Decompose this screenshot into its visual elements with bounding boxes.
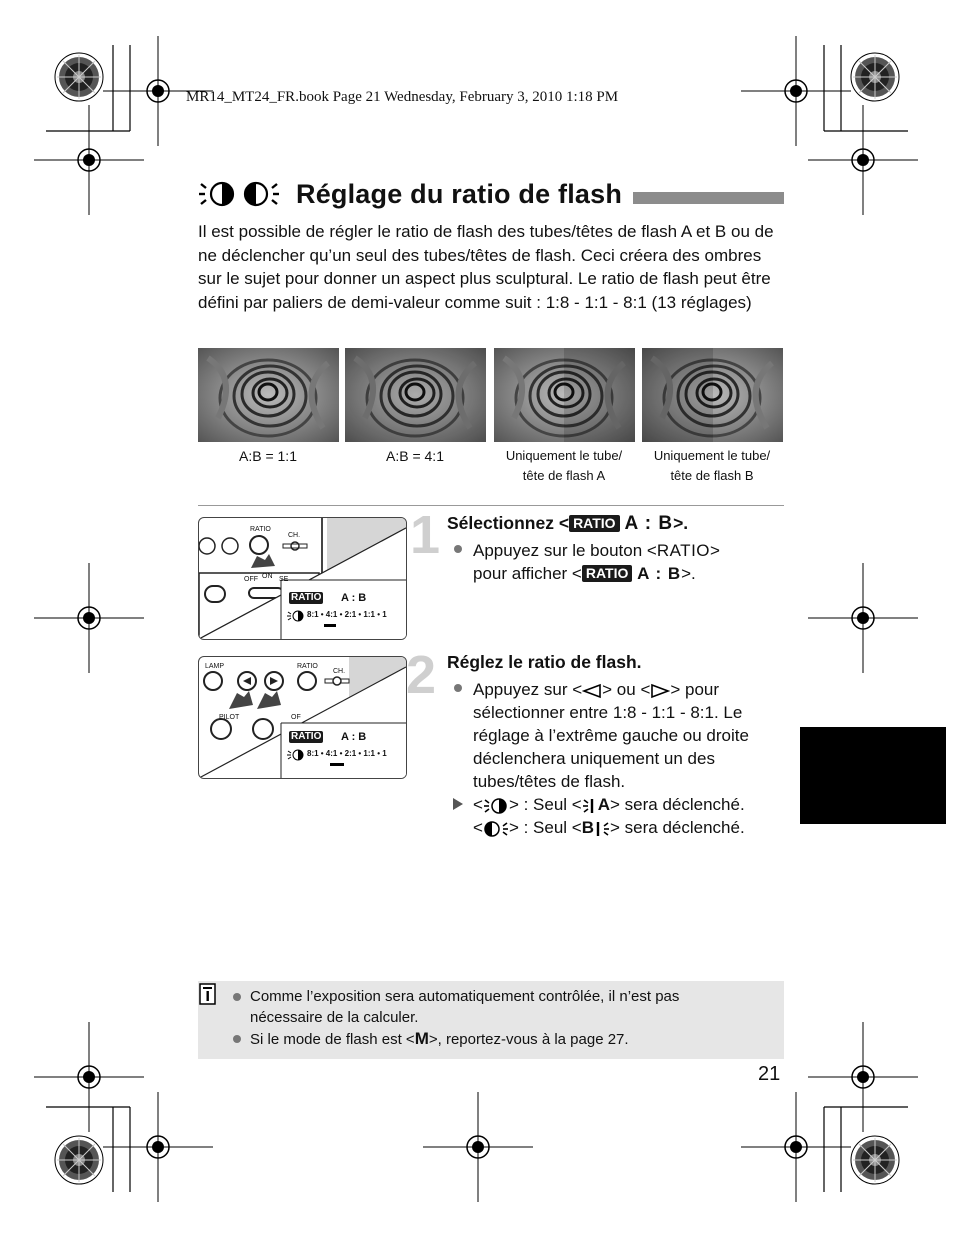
- flash-ratio-icon: [198, 179, 288, 209]
- step-number-2: 2: [406, 645, 437, 705]
- flash-letter-b: B: [581, 818, 594, 837]
- photo-ratio-4-1: [345, 348, 486, 442]
- photo-caption-2: A:B = 4:1: [386, 448, 444, 464]
- diagram2-label-lamp: LAMP: [205, 663, 225, 670]
- diagram1-label-ch: CH.: [288, 532, 301, 539]
- flash-b-icon: [483, 820, 509, 838]
- step2-title: Réglez le ratio de flash.: [447, 652, 642, 672]
- diagram1-label-ratio: RATIO: [250, 526, 271, 533]
- step2-result-line1: [473, 793, 783, 816]
- page-number: 21: [758, 1063, 781, 1085]
- result-arrow-icon: [453, 798, 463, 810]
- diagram2-lcd-flash-icon: [287, 749, 305, 761]
- photo-caption-3: [489, 446, 639, 486]
- diagram1-label-off: OFF: [244, 576, 258, 583]
- step2-text-c: > pour: [670, 680, 720, 699]
- note-icon: [199, 983, 217, 1005]
- step2-text-rest: sélectionner entre 1:8 - 1:1 - 8:1. Le réglage à l’extrême gauche ou droite déclenchera uniquement un des tubes/têtes de flash.: [473, 703, 749, 791]
- diagram1-lcd-scale: 8:1 • 4:1 • 2:1 • 1:1 • 1: [307, 610, 387, 619]
- diagram-step2: [198, 656, 407, 779]
- step2-result-line2: [473, 816, 783, 839]
- step1-title-prefix: Sélectionnez <: [447, 513, 570, 533]
- step2-r1-a: <: [473, 795, 483, 814]
- ratio-badge: RATIO: [569, 515, 620, 532]
- photo-caption-4: [637, 446, 787, 486]
- photo-caption-4-line2: tête de flash B: [670, 468, 754, 483]
- step1-bullet-line1: [473, 539, 773, 562]
- step2-result: [473, 793, 783, 839]
- step2-r2-b: > : Seul <: [508, 818, 582, 837]
- chapter-tab: [800, 727, 946, 824]
- diagram1-label-on: ON: [262, 573, 273, 580]
- diagram1-lcd-flash-icon: [287, 610, 305, 622]
- step1-text-a: Appuyez sur le bouton <: [473, 541, 657, 560]
- step2-r2-c: > sera déclenché.: [610, 818, 745, 837]
- diagram2-label-ratio: RATIO: [297, 663, 318, 670]
- ratio-button-label: RATIO: [656, 541, 711, 560]
- bullet-dot: [454, 684, 462, 692]
- diagram-step1: [198, 517, 407, 640]
- photo-b-only: [642, 348, 783, 442]
- step1-text-b: >: [710, 541, 720, 560]
- photo-ratio-1-1: [198, 348, 339, 442]
- step2-text-b: > ou <: [602, 680, 651, 699]
- section-title: [198, 176, 622, 212]
- note-2-b: >, reportez-vous à la page 27.: [428, 1031, 629, 1048]
- step2-text-a: Appuyez sur <: [473, 680, 583, 699]
- diagram2-label-ch: CH.: [333, 668, 346, 675]
- bullet-dot: [454, 545, 462, 553]
- intro-paragraph: Il est possible de régler le ratio de flash des tubes/têtes de flash A et B ou de ne déclencher qu’un seul des tubes/têtes de flash. Ceci créera des ombres sur le sujet pour donner un aspect plus sculptural. Le ratio de flash peut être défini par paliers de demi-valeur comme suit : 1:8 - 1:1 - 8:1 (13 réglages): [198, 222, 774, 312]
- print-header: MR14_MT24_FR.book Page 21 Wednesday, February 3, 2010 1:18 PM: [186, 89, 619, 105]
- diagram2-lcd-ab: A : B: [341, 731, 367, 743]
- step2-r2-a: <: [473, 818, 483, 837]
- ratio-badge-inline: RATIO: [582, 565, 633, 582]
- step1-title: [447, 513, 688, 535]
- note-2-a: Si le mode de flash est <: [250, 1031, 415, 1048]
- photo-caption-3-line1: Uniquement le tube/: [505, 448, 623, 463]
- step1-title-suffix: >.: [673, 513, 689, 533]
- note-1: Comme l’exposition sera automatiquement contrôlée, il n’est pas nécessaire de la calculer.: [250, 988, 680, 1026]
- step-number-1: 1: [410, 505, 441, 565]
- note-bullet-dot: [233, 1035, 241, 1043]
- note-2: [250, 1028, 770, 1050]
- step2-r1-b: > : Seul <: [508, 795, 582, 814]
- photo-a-only: [494, 348, 635, 442]
- step1-text-d: >.: [681, 564, 696, 583]
- ab-label: A : B: [624, 513, 674, 534]
- diagram1-lcd-ab: A : B: [341, 592, 367, 604]
- right-arrow-icon: [650, 683, 670, 699]
- flash-a-only-icon: [582, 797, 598, 815]
- step1-bullet: [473, 539, 773, 585]
- ab-label-inline: A : B: [637, 564, 682, 583]
- photo-caption-1: A:B = 1:1: [239, 448, 297, 464]
- manual-mode-m: M: [414, 1029, 429, 1048]
- diagram2-lcd-badge: RATIO: [291, 731, 322, 742]
- flash-a-icon: [483, 797, 509, 815]
- step1-bullet-line2: [473, 562, 773, 585]
- step1-text-c: pour afficher <: [473, 564, 582, 583]
- photo-caption-4-line1: Uniquement le tube/: [653, 448, 771, 463]
- step2-r1-c: > sera déclenché.: [610, 795, 745, 814]
- left-arrow-icon: [582, 683, 602, 699]
- note-bullet-dot: [233, 993, 241, 1001]
- step2-bullet: [473, 678, 781, 793]
- diagram1-lcd-badge: RATIO: [291, 592, 322, 603]
- flash-b-only-icon: [594, 820, 610, 838]
- diagram1-label-se: SE: [279, 576, 289, 583]
- title-bar-decoration: [633, 192, 784, 204]
- diagram2-label-of: OF: [291, 714, 301, 721]
- diagram2-label-pilot: PILOT: [219, 714, 240, 721]
- page-title: Réglage du ratio de flash: [296, 178, 623, 209]
- photo-caption-3-line2: tête de flash A: [522, 468, 606, 483]
- flash-letter-a: A: [597, 795, 610, 814]
- diagram2-lcd-scale: 8:1 • 4:1 • 2:1 • 1:1 • 1: [307, 749, 387, 758]
- section-divider: [198, 505, 784, 506]
